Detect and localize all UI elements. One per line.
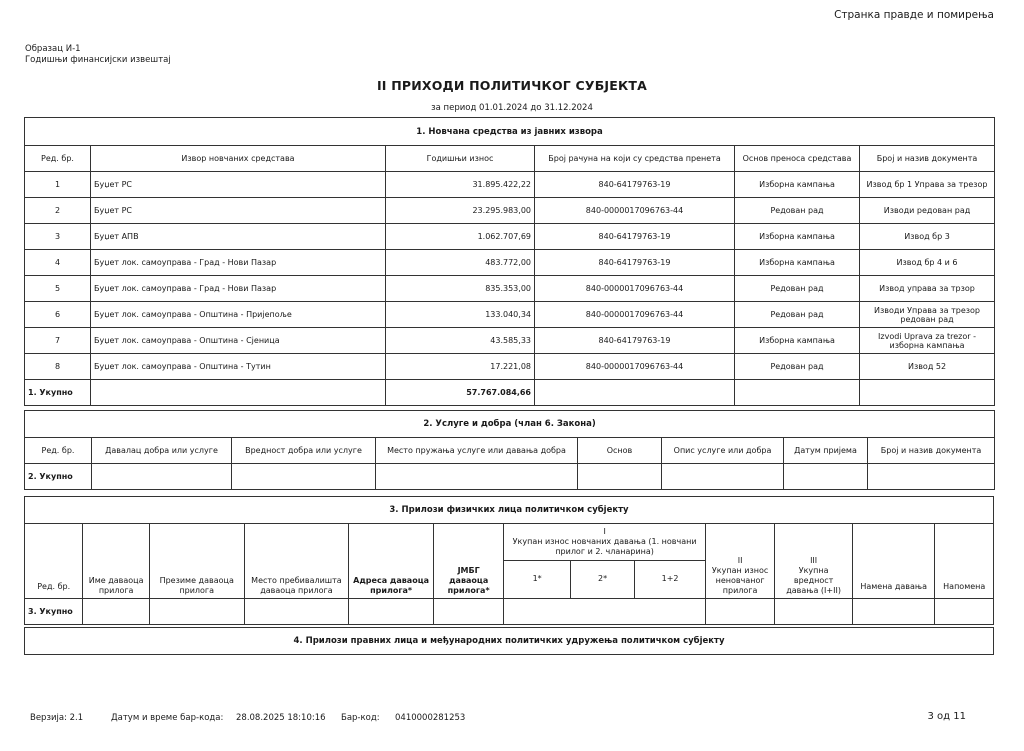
public-funds-table bbox=[24, 117, 995, 406]
col-basis: Основ bbox=[578, 438, 662, 464]
cell-no: 8 bbox=[25, 354, 91, 380]
section3-title: 3. Прилози физичких лица политичком субјекту bbox=[25, 497, 994, 524]
col-address: Адреса даваоца прилога* bbox=[349, 524, 434, 599]
cell-empty bbox=[83, 599, 149, 625]
table-header-row bbox=[25, 524, 994, 561]
form-header-left bbox=[25, 44, 171, 66]
cell-account: 840-0000017096763-44 bbox=[535, 354, 735, 380]
cell-document: Извод 52 bbox=[860, 354, 995, 380]
barcode-value: 0410000281253 bbox=[395, 713, 466, 723]
cell-document: Изводи редован рад bbox=[860, 198, 995, 224]
cell-no: 4 bbox=[25, 250, 91, 276]
table-header-row bbox=[25, 438, 995, 464]
col-document: Број и назив документа bbox=[860, 146, 995, 172]
col-sub-1: 1* bbox=[504, 560, 570, 598]
version-label: Верзија: bbox=[30, 713, 67, 723]
cell-account: 840-0000017096763-44 bbox=[535, 302, 735, 328]
cell-empty bbox=[735, 380, 860, 406]
goods-services-table bbox=[24, 410, 995, 490]
cell-document: Извод управа за трзор bbox=[860, 276, 995, 302]
col-non-monetary bbox=[705, 524, 775, 599]
version-value: 2.1 bbox=[69, 713, 84, 723]
col-jmbg: ЈМБГ даваоца прилога* bbox=[433, 524, 504, 599]
cell-document: Изводи Управа за трезор редован рад bbox=[860, 302, 995, 328]
cell-amount: 133.040,34 bbox=[386, 302, 535, 328]
cell-document: Izvodi Uprava za trezor - изборна кампања bbox=[860, 328, 995, 354]
cell-account: 840-0000017096763-44 bbox=[535, 198, 735, 224]
individual-contributions-table bbox=[24, 496, 994, 625]
col-no: Ред. бр. bbox=[25, 146, 91, 172]
cell-amount: 835.353,00 bbox=[386, 276, 535, 302]
col-no: Ред. бр. bbox=[25, 524, 83, 599]
report-period: за период 01.01.2024 до 31.12.2024 bbox=[431, 103, 593, 113]
total-row bbox=[25, 380, 995, 406]
col-sub-2: 2* bbox=[570, 560, 634, 598]
cell-document: Извод бр 3 bbox=[860, 224, 995, 250]
cell-empty bbox=[852, 599, 935, 625]
cell-empty bbox=[244, 599, 349, 625]
cell-basis: Редован рад bbox=[735, 302, 860, 328]
form-code: Образац И-1 bbox=[25, 44, 81, 54]
group-i-number: I bbox=[603, 526, 606, 536]
cell-source: Буџет лок. самоуправа - Општина - Тутин bbox=[91, 354, 386, 380]
cell-empty bbox=[433, 599, 504, 625]
table-row bbox=[25, 250, 995, 276]
cell-empty bbox=[578, 464, 662, 490]
cell-account: 840-64179763-19 bbox=[535, 224, 735, 250]
cell-no: 2 bbox=[25, 198, 91, 224]
cell-empty bbox=[349, 599, 434, 625]
section4-title: 4. Прилози правних лица и међународних политичких удружења политичком субјекту bbox=[25, 628, 994, 655]
cell-basis: Изборна кампања bbox=[735, 224, 860, 250]
cell-source: Буџет лок. самоуправа - Град - Нови Пазар bbox=[91, 250, 386, 276]
cell-amount: 17.221,08 bbox=[386, 354, 535, 380]
group-i-label: Укупан износ новчаних давања (1. новчани прилог и 2. чланарина) bbox=[512, 536, 697, 556]
cell-empty bbox=[535, 380, 735, 406]
party-name: Странка правде и помирења bbox=[834, 9, 994, 21]
cell-no: 1 bbox=[25, 172, 91, 198]
cell-amount: 31.895.422,22 bbox=[386, 172, 535, 198]
table-row bbox=[25, 172, 995, 198]
group-iii-number: III bbox=[810, 556, 818, 565]
col-residence: Место пребивалишта даваоца прилога bbox=[244, 524, 349, 599]
col-first-name: Име даваоца прилога bbox=[83, 524, 149, 599]
cell-no: 7 bbox=[25, 328, 91, 354]
cell-empty bbox=[91, 380, 386, 406]
cell-empty bbox=[705, 599, 775, 625]
cell-source: Буџет лок. самоуправа - Општина - Сјеница bbox=[91, 328, 386, 354]
cell-empty bbox=[376, 464, 578, 490]
cell-account: 840-64179763-19 bbox=[535, 250, 735, 276]
cell-source: Буџет АПВ bbox=[91, 224, 386, 250]
group-ii-number: II bbox=[737, 556, 743, 565]
cell-basis: Изборна кампања bbox=[735, 172, 860, 198]
cell-no: 5 bbox=[25, 276, 91, 302]
col-last-name: Презиме даваоца прилога bbox=[149, 524, 244, 599]
cell-no: 3 bbox=[25, 224, 91, 250]
section2-title: 2. Услуге и добра (члан 6. Закона) bbox=[25, 411, 995, 438]
col-sub-1-2: 1+2 bbox=[635, 560, 706, 598]
table-row bbox=[25, 328, 995, 354]
cell-source: Буџет РС bbox=[91, 198, 386, 224]
cell-amount: 43.585,33 bbox=[386, 328, 535, 354]
cell-amount: 23.295.983,00 bbox=[386, 198, 535, 224]
cell-basis: Редован рад bbox=[735, 198, 860, 224]
section1-title: 1. Новчана средства из јавних извора bbox=[25, 118, 995, 146]
cell-empty bbox=[784, 464, 868, 490]
page-of: од bbox=[937, 711, 951, 722]
cell-document: Извод бр 1 Управа за трезор bbox=[860, 172, 995, 198]
table-row bbox=[25, 302, 995, 328]
table-row bbox=[25, 276, 995, 302]
cell-amount: 483.772,00 bbox=[386, 250, 535, 276]
col-source: Извор новчаних средстава bbox=[91, 146, 386, 172]
total-row bbox=[25, 464, 995, 490]
cell-account: 840-64179763-19 bbox=[535, 172, 735, 198]
table-row bbox=[25, 198, 995, 224]
total-label: 3. Укупно bbox=[25, 599, 83, 625]
page-current: 3 bbox=[927, 711, 934, 722]
cell-document: Извод бр 4 и 6 bbox=[860, 250, 995, 276]
page-title: II ПРИХОДИ ПОЛИТИЧКОГ СУБЈЕКТА bbox=[376, 78, 648, 93]
cell-empty bbox=[92, 464, 232, 490]
cell-empty bbox=[775, 599, 853, 625]
cell-empty bbox=[504, 599, 705, 625]
col-date: Датум пријема bbox=[784, 438, 868, 464]
cell-empty bbox=[149, 599, 244, 625]
cell-empty bbox=[935, 599, 994, 625]
col-account: Број рачуна на који су средства пренета bbox=[535, 146, 735, 172]
total-amount: 57.767.084,66 bbox=[386, 380, 535, 406]
group-iii-label: Укупна вредност давања (I+II) bbox=[786, 566, 841, 595]
cell-no: 6 bbox=[25, 302, 91, 328]
col-basis: Основ преноса средстава bbox=[735, 146, 860, 172]
barcode-label: Бар-код: bbox=[341, 713, 380, 723]
cell-empty bbox=[860, 380, 995, 406]
cell-amount: 1.062.707,69 bbox=[386, 224, 535, 250]
form-name: Годишњи финансијски извештај bbox=[25, 55, 171, 65]
col-place: Место пружања услуге или давања добра bbox=[376, 438, 578, 464]
page-total: 11 bbox=[953, 711, 966, 722]
col-total-value bbox=[775, 524, 853, 599]
col-note: Напомена bbox=[935, 524, 994, 599]
cell-account: 840-64179763-19 bbox=[535, 328, 735, 354]
footer-version bbox=[30, 713, 83, 723]
col-provider: Давалац добра или услуге bbox=[92, 438, 232, 464]
barcode-datetime: 28.08.2025 18:10:16 bbox=[236, 713, 326, 723]
cell-basis: Изборна кампања bbox=[735, 250, 860, 276]
table-header-row bbox=[25, 146, 995, 172]
col-description: Опис услуге или добра bbox=[662, 438, 784, 464]
table-row bbox=[25, 354, 995, 380]
total-row bbox=[25, 599, 994, 625]
barcode-datetime-label: Датум и време бар-кода: bbox=[111, 713, 224, 723]
cell-empty bbox=[662, 464, 784, 490]
col-group-monetary bbox=[504, 524, 705, 561]
col-amount: Годишњи износ bbox=[386, 146, 535, 172]
total-label: 1. Укупно bbox=[25, 380, 91, 406]
table-row bbox=[25, 224, 995, 250]
cell-empty bbox=[232, 464, 376, 490]
cell-source: Буџет РС bbox=[91, 172, 386, 198]
cell-basis: Изборна кампања bbox=[735, 328, 860, 354]
total-label: 2. Укупно bbox=[25, 464, 92, 490]
page-indicator bbox=[927, 711, 966, 722]
cell-source: Буџет лок. самоуправа - Општина - Пријепоље bbox=[91, 302, 386, 328]
col-document: Број и назив документа bbox=[868, 438, 995, 464]
col-no: Ред. бр. bbox=[25, 438, 92, 464]
group-ii-label: Укупан износ неновчаног прилога bbox=[711, 566, 769, 595]
cell-source: Буџет лок. самоуправа - Град - Нови Пазар bbox=[91, 276, 386, 302]
cell-basis: Редован рад bbox=[735, 276, 860, 302]
col-purpose: Намена давања bbox=[852, 524, 935, 599]
cell-account: 840-0000017096763-44 bbox=[535, 276, 735, 302]
col-value: Вредност добра или услуге bbox=[232, 438, 376, 464]
legal-entity-contributions-table bbox=[24, 627, 994, 655]
cell-basis: Редован рад bbox=[735, 354, 860, 380]
cell-empty bbox=[868, 464, 995, 490]
